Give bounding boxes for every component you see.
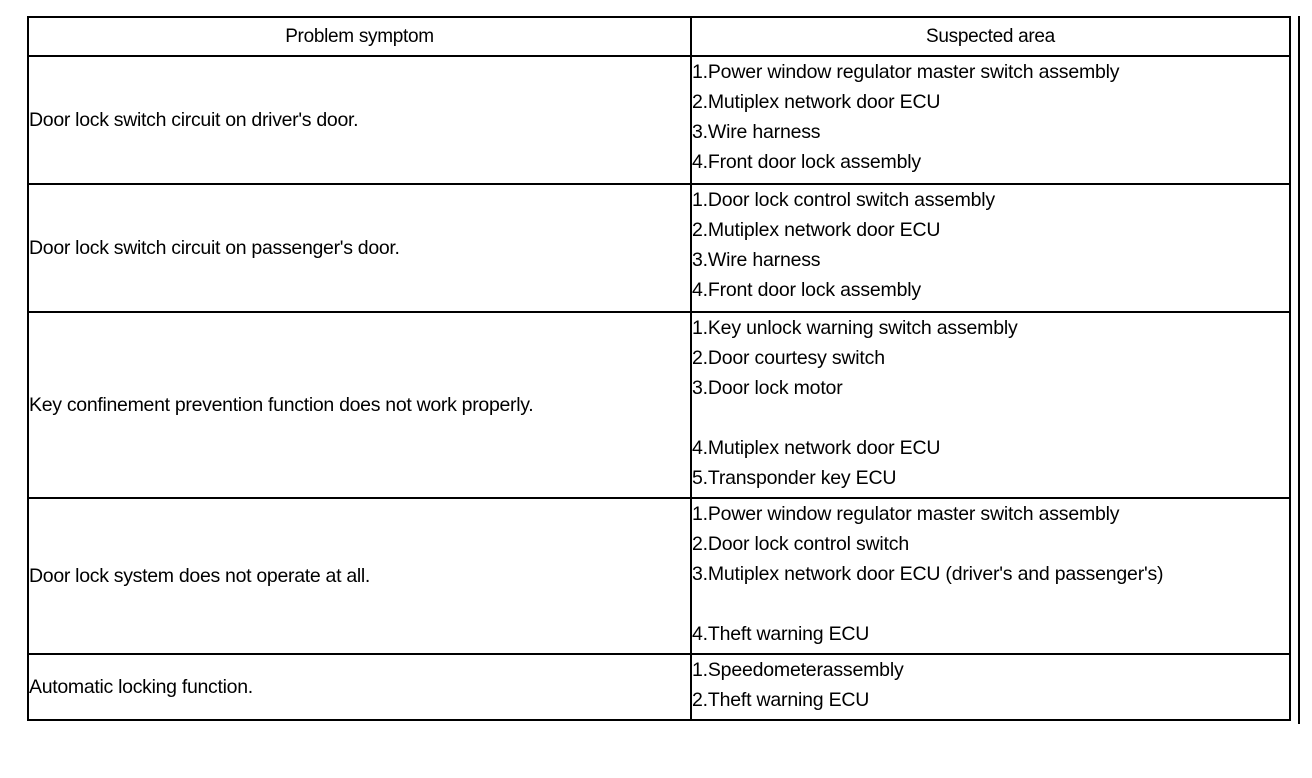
suspected-area-item: 4.Mutiplex network door ECU: [692, 437, 941, 459]
problem-symptom-cell: Key confinement prevention function does not work properly.: [28, 312, 691, 498]
problem-symptom-cell: Door lock system does not operate at all.: [28, 498, 691, 654]
suspected-area-item: 1.Power window regulator master switch assembly: [692, 503, 1120, 525]
suspected-area-item: 2.Mutiplex network door ECU: [692, 91, 941, 113]
suspected-area-item: 2.Door courtesy switch: [692, 347, 885, 369]
suspected-area-item: 2.Theft warning ECU: [692, 689, 870, 711]
troubleshooting-table: [27, 16, 1291, 721]
suspected-area-cell: [691, 56, 1290, 184]
suspected-area-item: 4.Front door lock assembly: [692, 151, 921, 173]
problem-symptom-cell: Automatic locking function.: [28, 654, 691, 720]
table-row: [28, 312, 1290, 498]
table-row: [28, 654, 1290, 720]
suspected-area-item: 4.Theft warning ECU: [692, 623, 870, 645]
suspected-area-cell: [691, 498, 1290, 654]
table-row: [28, 56, 1290, 184]
suspected-area-item: 3.Wire harness: [692, 121, 821, 143]
list-spacer: [692, 589, 1289, 619]
suspected-area-item: 2.Door lock control switch: [692, 533, 909, 555]
suspected-area-item: 1.Power window regulator master switch assembly: [692, 61, 1120, 83]
suspected-area-cell: [691, 184, 1290, 312]
suspected-area-cell: [691, 654, 1290, 720]
header-problem-symptom: Problem symptom: [28, 17, 691, 56]
suspected-area-item: 2.Mutiplex network door ECU: [692, 219, 941, 241]
suspected-area-item: 3.Wire harness: [692, 249, 821, 271]
suspected-area-item: 1.Door lock control switch assembly: [692, 189, 995, 211]
table-header-row: [28, 17, 1290, 56]
header-suspected-area: Suspected area: [691, 17, 1290, 56]
page-edge-line: [1298, 16, 1300, 724]
suspected-area-cell: [691, 312, 1290, 498]
problem-symptom-cell: Door lock switch circuit on passenger's door.: [28, 184, 691, 312]
suspected-area-item: 3.Door lock motor: [692, 377, 843, 399]
table-row: [28, 184, 1290, 312]
table-row: [28, 498, 1290, 654]
problem-symptom-cell: Door lock switch circuit on driver's door.: [28, 56, 691, 184]
suspected-area-item: 1.Key unlock warning switch assembly: [692, 317, 1018, 339]
suspected-area-item: 1.Speedometerassembly: [692, 659, 904, 681]
suspected-area-item: 3.Mutiplex network door ECU (driver's and passenger's): [692, 563, 1164, 585]
list-spacer: [692, 403, 1289, 433]
suspected-area-item: 5.Transponder key ECU: [692, 467, 897, 489]
suspected-area-item: 4.Front door lock assembly: [692, 279, 921, 301]
